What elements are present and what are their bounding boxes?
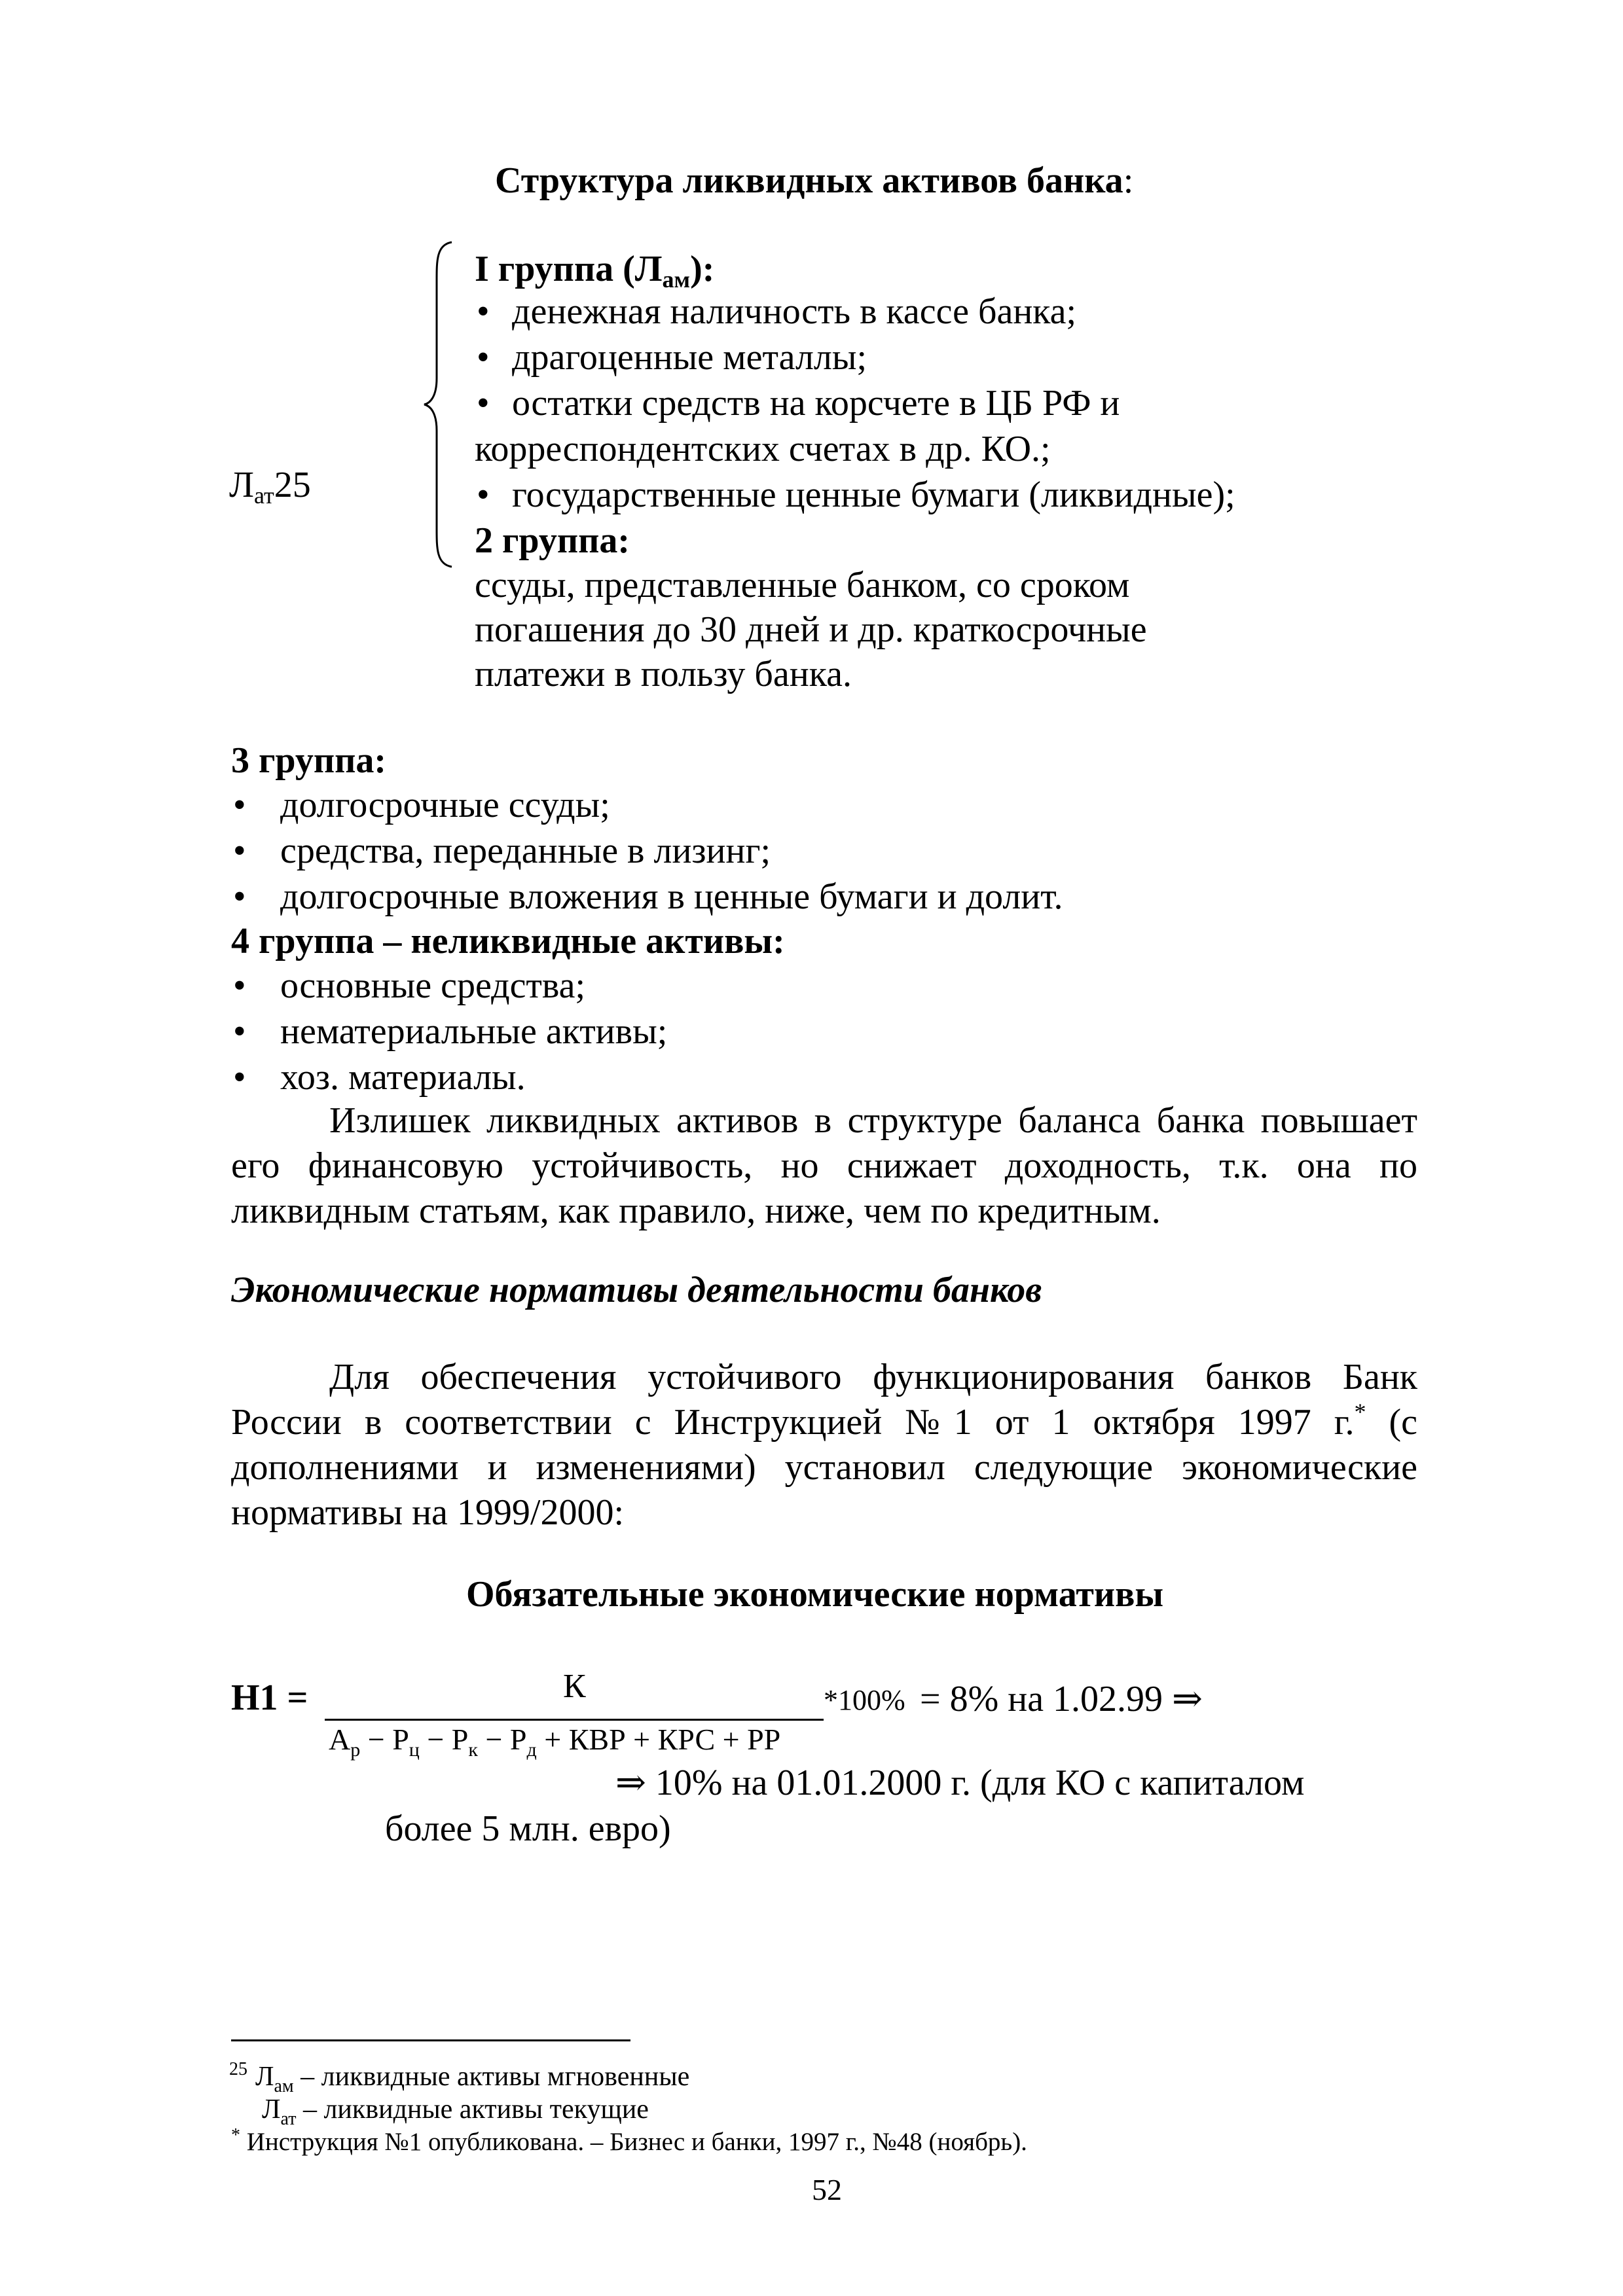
formula-lhs: Н1 =: [231, 1677, 308, 1718]
denominator-term-sub: р: [350, 1739, 361, 1761]
footnote-text: – ликвидные активы текущие: [296, 2094, 649, 2125]
denominator-term: Р: [509, 1723, 527, 1756]
bullet-icon: [233, 1054, 280, 1101]
list-item: [233, 1054, 526, 1101]
list-item: [233, 873, 1063, 920]
paragraph: [231, 1355, 1417, 1535]
paragraph: Излишек ликвидных активов в структуре баланса банка повышает его финансовую устойчивость, но снижает доходность, т.к. она по ликвидным статьям, как правило, ниже, чем по кредитным.: [231, 1100, 1417, 1231]
bullet-icon: [477, 471, 512, 518]
bullet-icon: [233, 1008, 280, 1055]
group1-heading-post: ):: [690, 249, 715, 289]
list-item: [233, 781, 610, 829]
denominator-operator: + КВР + КРС + РР: [536, 1723, 781, 1756]
list-item-continuation: корреспондентских счетах в др. КО.;: [475, 429, 1051, 469]
denominator-term: Р: [392, 1723, 409, 1756]
bullet-icon: [233, 827, 280, 874]
denominator-term: Р: [451, 1723, 469, 1756]
footnote-abbr: Л: [262, 2094, 281, 2125]
side-label-main: Л: [229, 465, 254, 505]
list-item-text: нематериальные активы;: [280, 1011, 668, 1052]
subheading: Обязательные экономические нормативы: [466, 1574, 1164, 1615]
formula-line3: более 5 млн. евро): [385, 1808, 671, 1849]
footnote-text: – ликвидные активы мгновенные: [293, 2062, 690, 2092]
footnote-abbr-sub: ам: [274, 2076, 294, 2096]
list-item: [477, 380, 1120, 427]
paragraph-text: (с дополнениями и изменениями) установил следующие экономические нормативы на 1999/2000:: [231, 1402, 1417, 1533]
footnote-divider: [231, 2039, 630, 2041]
list-item: [233, 1008, 667, 1055]
group2-line: платежи в пользу банка.: [475, 654, 852, 694]
group1-heading-pre: I группа (Л: [475, 249, 663, 289]
bullet-icon: [477, 334, 512, 381]
list-item-text: денежная наличность в кассе банка;: [512, 291, 1077, 332]
group2-line: погашения до 30 дней и др. краткосрочные: [475, 609, 1147, 650]
list-item: [477, 288, 1076, 335]
bullet-icon: [477, 380, 512, 427]
section-heading: Экономические нормативы деятельности банков: [231, 1270, 1042, 1310]
page-title: [495, 157, 1133, 204]
bullet-icon: [233, 781, 280, 829]
denominator-term: А: [329, 1723, 351, 1756]
list-item: [477, 334, 867, 381]
list-item: [233, 827, 771, 874]
footnote-abbr: Л: [255, 2062, 274, 2092]
group1-heading: [475, 245, 714, 293]
bullet-icon: [477, 288, 512, 335]
denominator-operator: −: [419, 1723, 452, 1756]
footnote-ref: *: [1354, 1399, 1366, 1425]
side-label: [229, 461, 311, 509]
list-item-text: хоз. материалы.: [280, 1057, 526, 1098]
denominator-term-sub: ц: [409, 1739, 420, 1761]
title-colon: :: [1123, 160, 1134, 201]
footnote-number: *: [231, 2125, 240, 2145]
footnote-star: [231, 2126, 1027, 2159]
list-item-text: остатки средств на корсчете в ЦБ РФ и: [512, 383, 1120, 423]
footnote-text: Инструкция №1 опубликована. – Бизнес и банки, 1997 г., №48 (ноябрь).: [240, 2128, 1027, 2156]
denominator-operator: −: [360, 1723, 393, 1756]
bullet-icon: [233, 962, 280, 1009]
formula-result: = 8% на 1.02.99 ⇒: [920, 1679, 1203, 1719]
list-item-text: средства, переданные в лизинг;: [280, 831, 771, 871]
denominator-term-sub: к: [468, 1739, 478, 1761]
list-item-text: драгоценные металлы;: [512, 337, 867, 378]
paragraph-text: Для обеспечения устойчивого функционирования банков Банк России в соответствии с Инструкцией №1 от 1 октября 1997 г.: [231, 1357, 1417, 1443]
formula-line2: ⇒ 10% на 01.01.2000 г. (для КО с капиталом: [615, 1763, 1305, 1803]
denominator-term-sub: д: [526, 1739, 537, 1761]
group2-heading: 2 группа:: [475, 520, 630, 561]
side-label-ref: 25: [274, 465, 311, 505]
list-item: [477, 471, 1235, 518]
footnote-number: 25: [229, 2059, 247, 2079]
group3-heading: 3 группа:: [231, 740, 387, 781]
list-item: [233, 962, 585, 1009]
footnote-25: [229, 2059, 690, 2096]
group1-heading-sub: ам: [662, 266, 691, 293]
group4-heading: 4 группа – неликвидные активы:: [231, 921, 785, 961]
bullet-icon: [233, 873, 280, 920]
side-label-sub: ат: [253, 482, 274, 509]
formula-numerator: К: [563, 1668, 586, 1705]
denominator-operator: −: [477, 1723, 510, 1756]
title-text: Структура ликвидных активов банка: [495, 160, 1123, 201]
footnote-abbr-sub: ат: [280, 2109, 297, 2129]
curly-brace: [422, 241, 455, 568]
list-item-text: долгосрочные ссуды;: [280, 785, 610, 825]
list-item-text: государственные ценные бумаги (ликвидные);: [512, 475, 1235, 515]
footnote-25-line2: [262, 2093, 649, 2129]
page-number: 52: [812, 2173, 842, 2206]
list-item-text: долгосрочные вложения в ценные бумаги и долит.: [280, 876, 1063, 917]
formula-multiplier: *100%: [824, 1684, 905, 1716]
list-item-text: основные средства;: [280, 965, 586, 1006]
formula-denominator: [329, 1719, 780, 1761]
group2-line: ссуды, представленные банком, со сроком: [475, 565, 1130, 605]
